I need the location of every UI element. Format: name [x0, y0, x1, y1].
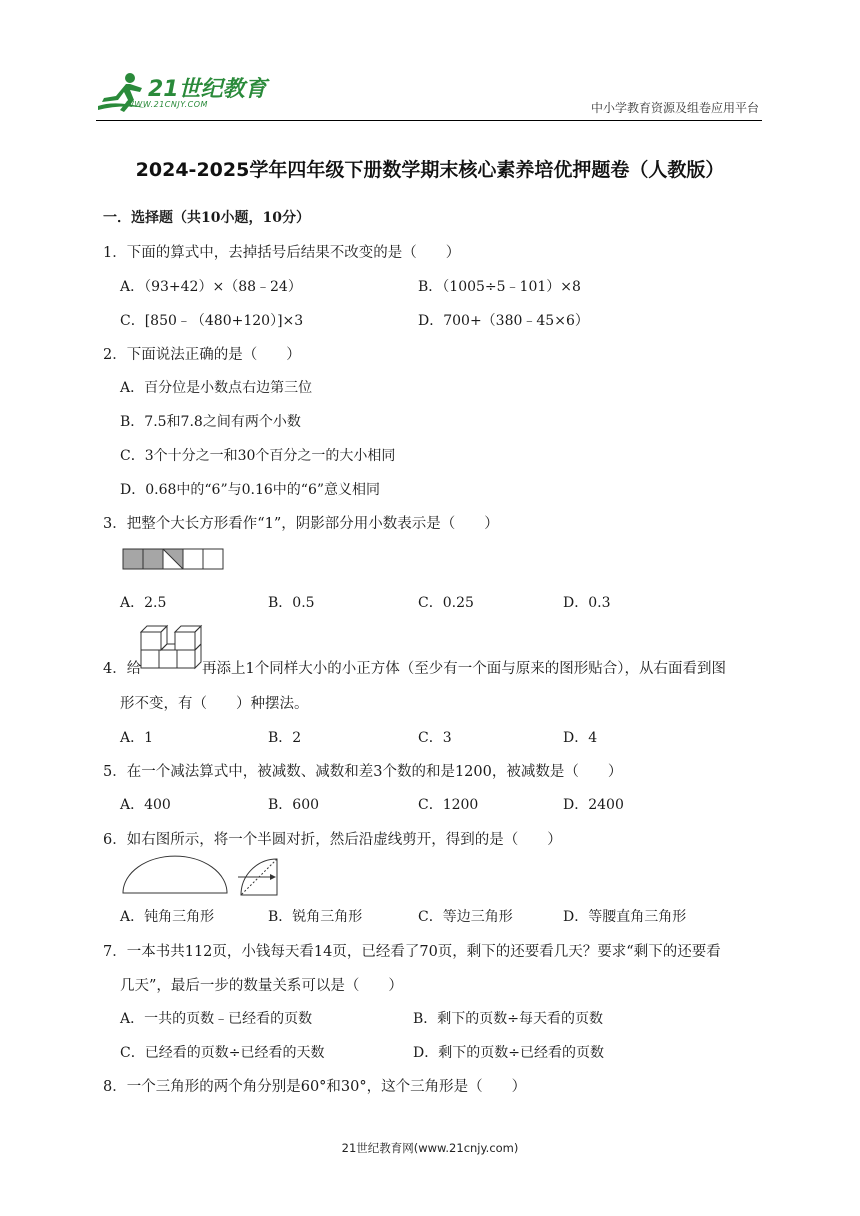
- question-7-stem-line1: 7．一本书共112页，小钱每天看14页，已经看了70页，剩下的还要看几天？要求“剩下的还要看: [103, 944, 721, 960]
- question-4-option-a[interactable]: A．1: [120, 730, 154, 746]
- header-divider: [96, 120, 762, 121]
- question-7-option-b[interactable]: B．剩下的页数÷每天看的页数: [413, 1011, 604, 1027]
- question-5-option-b[interactable]: B．600: [268, 797, 320, 813]
- header-tagline: 中小学教育资源及组卷应用平台: [590, 101, 759, 115]
- question-2-option-a[interactable]: A．百分位是小数点右边第三位: [120, 380, 313, 396]
- question-4-option-b[interactable]: B．2: [268, 730, 302, 746]
- question-2-option-c[interactable]: C．3个十分之一和30个百分之一的大小相同: [120, 448, 396, 464]
- shaded-rectangle-figure: [122, 548, 228, 572]
- question-4-option-c[interactable]: C．3: [418, 730, 452, 746]
- question-4-stem-cont: 再添上1个同样大小的小正方体（至少有一个面与原来的图形贴合），从右面看到图: [202, 661, 726, 677]
- question-7-option-c[interactable]: C．已经看的页数÷已经看的天数: [120, 1045, 325, 1061]
- question-7-stem-line2: 几天”，最后一步的数量关系可以是（ ）: [120, 978, 403, 994]
- question-5-option-d[interactable]: D．2400: [563, 797, 624, 813]
- question-7-option-a[interactable]: A．一共的页数﹣已经看的页数: [120, 1011, 313, 1027]
- question-4-stem-end: 形不变，有（ ）种摆法。: [120, 696, 309, 712]
- cube-stack-figure: [140, 624, 204, 670]
- question-5-stem: 5．在一个减法算式中，被减数、减数和差3个数的和是1200，被减数是（ ）: [103, 764, 623, 780]
- question-3-option-d[interactable]: D．0.3: [563, 595, 611, 611]
- question-1-option-b[interactable]: B．（1005÷5﹣101）×8: [418, 279, 581, 295]
- question-1-option-a[interactable]: A．（93+42）×（88﹣24）: [120, 279, 302, 295]
- question-4-stem-start: 4．给: [103, 661, 142, 677]
- question-3-option-c[interactable]: C．0.25: [418, 595, 474, 611]
- question-2-option-d[interactable]: D．0.68中的“6”与0.16中的“6”意义相同: [120, 482, 381, 498]
- question-1-stem: 1．下面的算式中，去掉括号后结果不改变的是（ ）: [103, 245, 461, 261]
- logo-url: WWW.21CNJY.COM: [126, 100, 208, 109]
- question-5-option-c[interactable]: C．1200: [418, 797, 479, 813]
- question-4-option-d[interactable]: D．4: [563, 730, 598, 746]
- question-3-option-b[interactable]: B．0.5: [268, 595, 315, 611]
- question-1-option-c[interactable]: C．[850﹣（480+120）]×3: [120, 313, 304, 329]
- quarter-circle-icon: [239, 857, 283, 897]
- question-2-option-b[interactable]: B．7.5和7.8之间有两个小数: [120, 414, 301, 430]
- question-2-stem: 2．下面说法正确的是（ ）: [103, 347, 301, 363]
- question-5-option-a[interactable]: A．400: [120, 797, 171, 813]
- question-7-option-d[interactable]: D．剩下的页数÷已经看的页数: [413, 1045, 604, 1061]
- question-3-option-a[interactable]: A．2.5: [120, 595, 167, 611]
- runner-logo-icon: [96, 70, 156, 116]
- question-6-option-c[interactable]: C．等边三角形: [418, 909, 513, 925]
- question-6-option-d[interactable]: D．等腰直角三角形: [563, 909, 687, 925]
- page-title: 2024-2025学年四年级下册数学期末核心素养培优押题卷（人教版）: [135, 159, 725, 181]
- question-8-stem: 8．一个三角形的两个角分别是60°和30°，这个三角形是（ ）: [103, 1079, 527, 1095]
- section-heading: 一．选择题（共10小题，10分）: [103, 210, 310, 226]
- brand-logo: [96, 70, 266, 116]
- page-footer: 21世纪教育网(www.21cnjy.com): [341, 1141, 519, 1155]
- question-3-stem: 3．把整个大长方形看作“1”，阴影部分用小数表示是（ ）: [103, 516, 499, 532]
- logo-text: 21世纪教育: [148, 77, 267, 102]
- question-6-stem: 6．如右图所示，将一个半圆对折，然后沿虚线剪开，得到的是（ ）: [103, 832, 562, 848]
- question-6-option-a[interactable]: A．钝角三角形: [120, 909, 215, 925]
- question-6-option-b[interactable]: B．锐角三角形: [268, 909, 363, 925]
- question-1-option-d[interactable]: D．700+（380﹣45×6）: [418, 313, 589, 329]
